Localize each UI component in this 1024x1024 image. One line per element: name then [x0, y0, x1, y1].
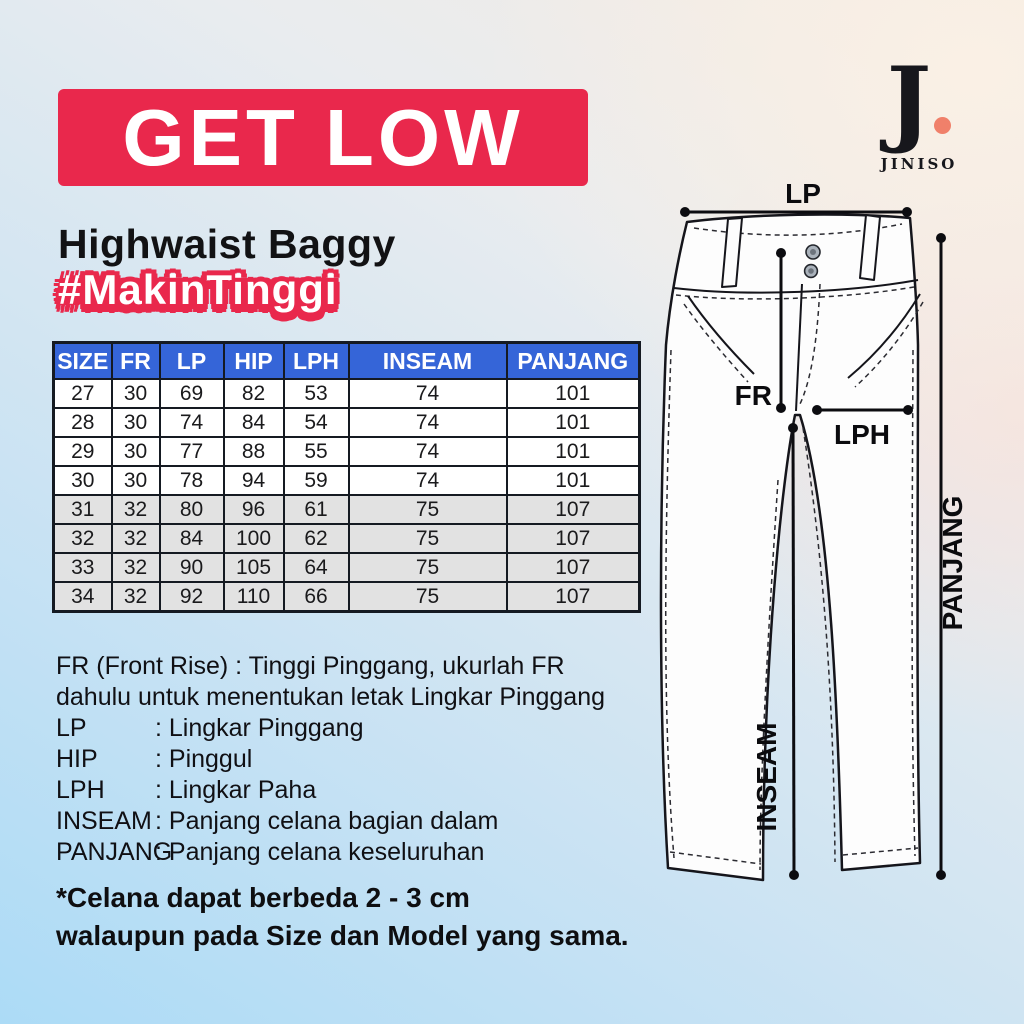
cell-hip-30: 94 [224, 466, 284, 495]
pants-measurement-diagram [650, 180, 1020, 900]
campaign-hashtag: #MakinTinggi [58, 266, 338, 313]
measurement-legend [56, 651, 666, 868]
cell-lp-31: 80 [160, 495, 224, 524]
column-header-hip: HIP [224, 343, 284, 380]
label-panjang: PANJANG [937, 495, 968, 631]
legend-term: HIP [56, 745, 98, 773]
cell-inseam-30: 74 [349, 466, 507, 495]
logo-initial: J [886, 47, 932, 157]
cell-fr-28: 30 [112, 408, 160, 437]
waist-button-bottom-inner [808, 268, 814, 274]
size-row-27 [54, 379, 640, 408]
cell-fr-32: 32 [112, 524, 160, 553]
cell-panjang-31: 107 [507, 495, 640, 524]
label-inseam: INSEAM [751, 722, 782, 832]
cell-size-28: 28 [54, 408, 112, 437]
panjang-dot-bottom [936, 870, 946, 880]
cell-size-31: 31 [54, 495, 112, 524]
cell-fr-29: 30 [112, 437, 160, 466]
cell-lph-29: 55 [284, 437, 349, 466]
cell-lp-29: 77 [160, 437, 224, 466]
column-header-fr: FR [112, 343, 160, 380]
cell-lph-33: 64 [284, 553, 349, 582]
cell-panjang-30: 101 [507, 466, 640, 495]
column-header-inseam: INSEAM [349, 343, 507, 380]
size-row-33 [54, 553, 640, 582]
label-lp: LP [785, 180, 821, 209]
cell-lph-34: 66 [284, 582, 349, 612]
cell-panjang-32: 107 [507, 524, 640, 553]
cell-fr-33: 32 [112, 553, 160, 582]
size-table-header-row [54, 343, 640, 380]
cell-inseam-31: 75 [349, 495, 507, 524]
label-lph: LPH [834, 419, 890, 450]
cell-lp-28: 74 [160, 408, 224, 437]
footnote-line1: *Celana dapat berbeda 2 - 3 cm [56, 882, 470, 913]
cell-inseam-29: 74 [349, 437, 507, 466]
cell-fr-30: 30 [112, 466, 160, 495]
fr-dot-bottom [776, 403, 786, 413]
cell-inseam-33: 75 [349, 553, 507, 582]
size-row-29 [54, 437, 640, 466]
cell-size-34: 34 [54, 582, 112, 612]
legend-term: PANJANG [56, 838, 173, 866]
title-banner [58, 89, 588, 186]
inseam-line [793, 428, 794, 875]
legend-intro [56, 651, 666, 713]
cell-panjang-27: 101 [507, 379, 640, 408]
cell-size-30: 30 [54, 466, 112, 495]
cell-fr-31: 32 [112, 495, 160, 524]
cell-lp-33: 90 [160, 553, 224, 582]
inseam-dot-top [788, 423, 798, 433]
legend-item-panjang [56, 837, 666, 868]
cell-lph-28: 54 [284, 408, 349, 437]
cell-panjang-28: 101 [507, 408, 640, 437]
logo-wordmark: JINISO [880, 155, 958, 173]
cell-lp-27: 69 [160, 379, 224, 408]
cell-size-33: 33 [54, 553, 112, 582]
size-row-31 [54, 495, 640, 524]
cell-inseam-34: 75 [349, 582, 507, 612]
legend-items [56, 713, 666, 868]
cell-inseam-32: 75 [349, 524, 507, 553]
cell-fr-27: 30 [112, 379, 160, 408]
cell-hip-31: 96 [224, 495, 284, 524]
waist-button-top-inner [810, 249, 816, 255]
cell-lp-34: 92 [160, 582, 224, 612]
product-subtitle: Highwaist Baggy [58, 221, 396, 267]
size-row-28 [54, 408, 640, 437]
cell-panjang-29: 101 [507, 437, 640, 466]
cell-lph-27: 53 [284, 379, 349, 408]
cell-hip-32: 100 [224, 524, 284, 553]
legend-term: LPH [56, 776, 105, 804]
brand-logo [846, 47, 992, 173]
cell-size-29: 29 [54, 437, 112, 466]
legend-item-lph [56, 775, 666, 806]
legend-item-inseam [56, 806, 666, 837]
cell-inseam-28: 74 [349, 408, 507, 437]
size-table-body [54, 379, 640, 612]
legend-intro-line2: dahulu untuk menentukan letak Lingkar Pinggang [56, 683, 606, 711]
lp-dot-left [680, 207, 690, 217]
legend-definition: : Pinggul [155, 745, 253, 773]
column-header-size: SIZE [54, 343, 112, 380]
lp-dot-right [902, 207, 912, 217]
cell-lph-30: 59 [284, 466, 349, 495]
logo-monogram [846, 47, 992, 157]
poster-title: GET LOW [122, 92, 524, 182]
inseam-dot-bottom [789, 870, 799, 880]
legend-term: LP [56, 714, 87, 742]
legend-definition: : Panjang celana keseluruhan [155, 838, 485, 866]
pants-outline [661, 215, 920, 880]
size-row-32 [54, 524, 640, 553]
lph-dot-left [812, 405, 822, 415]
cell-lph-32: 62 [284, 524, 349, 553]
cell-size-27: 27 [54, 379, 112, 408]
size-row-30 [54, 466, 640, 495]
cell-panjang-33: 107 [507, 553, 640, 582]
legend-item-lp [56, 713, 666, 744]
cell-hip-33: 105 [224, 553, 284, 582]
legend-definition: : Lingkar Pinggang [155, 714, 364, 742]
cell-panjang-34: 107 [507, 582, 640, 612]
label-fr: FR [734, 380, 772, 411]
logo-dot [934, 117, 951, 134]
cell-size-32: 32 [54, 524, 112, 553]
cell-lph-31: 61 [284, 495, 349, 524]
legend-intro-line1: FR (Front Rise) : Tinggi Pinggang, ukurlah FR [56, 652, 565, 680]
cell-hip-29: 88 [224, 437, 284, 466]
panjang-dot-top [936, 233, 946, 243]
cell-hip-27: 82 [224, 379, 284, 408]
footnote-line2: walaupun pada Size dan Model yang sama. [56, 920, 629, 951]
disclaimer-footnote [56, 879, 629, 955]
legend-definition: : Panjang celana bagian dalam [155, 807, 499, 835]
cell-inseam-27: 74 [349, 379, 507, 408]
column-header-lph: LPH [284, 343, 349, 380]
column-header-panjang: PANJANG [507, 343, 640, 380]
cell-lp-30: 78 [160, 466, 224, 495]
legend-definition: : Lingkar Paha [155, 776, 317, 804]
cell-hip-28: 84 [224, 408, 284, 437]
legend-term: INSEAM [56, 807, 152, 835]
lph-dot-right [903, 405, 913, 415]
cell-lp-32: 84 [160, 524, 224, 553]
column-header-lp: LP [160, 343, 224, 380]
size-row-34 [54, 582, 640, 612]
fr-dot-top [776, 248, 786, 258]
legend-item-hip [56, 744, 666, 775]
cell-hip-34: 110 [224, 582, 284, 612]
cell-fr-34: 32 [112, 582, 160, 612]
size-table [52, 341, 641, 613]
